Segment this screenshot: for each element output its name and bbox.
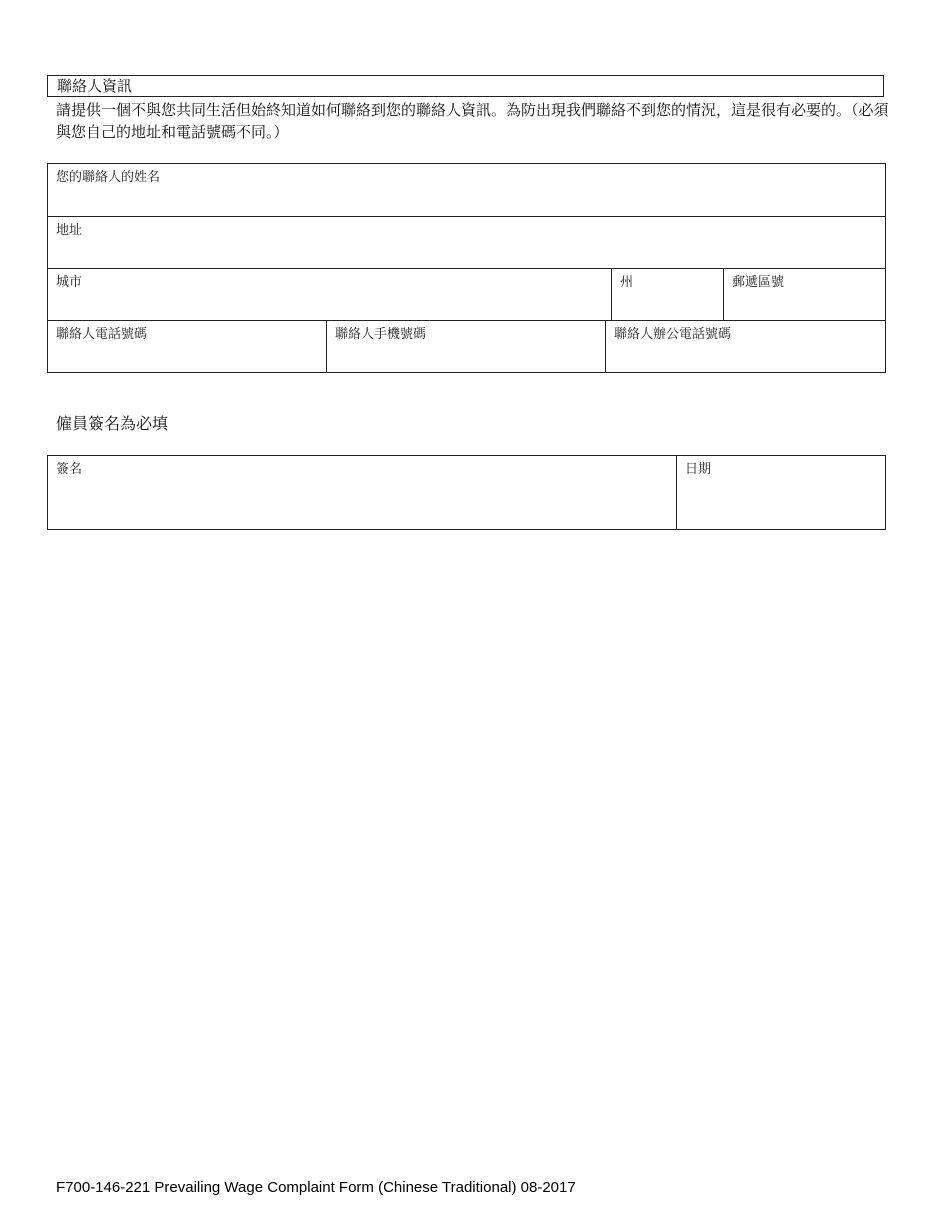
- contact-mobile-label: 聯絡人手機號碼: [335, 327, 427, 342]
- zip-code-label: 郵遞區號: [732, 275, 785, 290]
- contact-name-field[interactable]: [48, 164, 886, 217]
- state-field[interactable]: [612, 269, 724, 321]
- signature-label: 簽名: [56, 462, 83, 477]
- signature-form: [47, 455, 886, 530]
- contact-phone-label: 聯絡人電話號碼: [56, 327, 148, 342]
- signature-field[interactable]: [48, 456, 677, 530]
- zip-code-field[interactable]: [724, 269, 886, 321]
- signature-required-note: 僱員簽名為必填: [56, 414, 169, 433]
- section-title-contact-info: 聯絡人資訊: [47, 75, 884, 97]
- city-label: 城市: [56, 275, 83, 290]
- form-footer-id: F700-146-221 Prevailing Wage Complaint Form (Chinese Traditional) 08-2017: [56, 1179, 576, 1196]
- contact-info-instructions: 請提供一個不與您共同生活但始終知道如何聯絡到您的聯絡人資訊。為防出現我們聯絡不到您的情況，這是很有必要的。（必須與您自己的地址和電話號碼不同。）: [56, 101, 889, 141]
- contact-info-form: [47, 163, 886, 373]
- contact-name-label: 您的聯絡人的姓名: [56, 170, 161, 185]
- address-field[interactable]: [48, 217, 886, 269]
- state-label: 州: [620, 275, 634, 290]
- date-label: 日期: [685, 462, 712, 477]
- contact-mobile-field[interactable]: [327, 321, 606, 373]
- contact-phone-field[interactable]: [48, 321, 327, 373]
- address-label: 地址: [56, 223, 83, 238]
- contact-office-phone-field[interactable]: [606, 321, 886, 373]
- city-field[interactable]: [48, 269, 612, 321]
- contact-office-phone-label: 聯絡人辦公電話號碼: [614, 327, 732, 342]
- date-field[interactable]: [677, 456, 886, 530]
